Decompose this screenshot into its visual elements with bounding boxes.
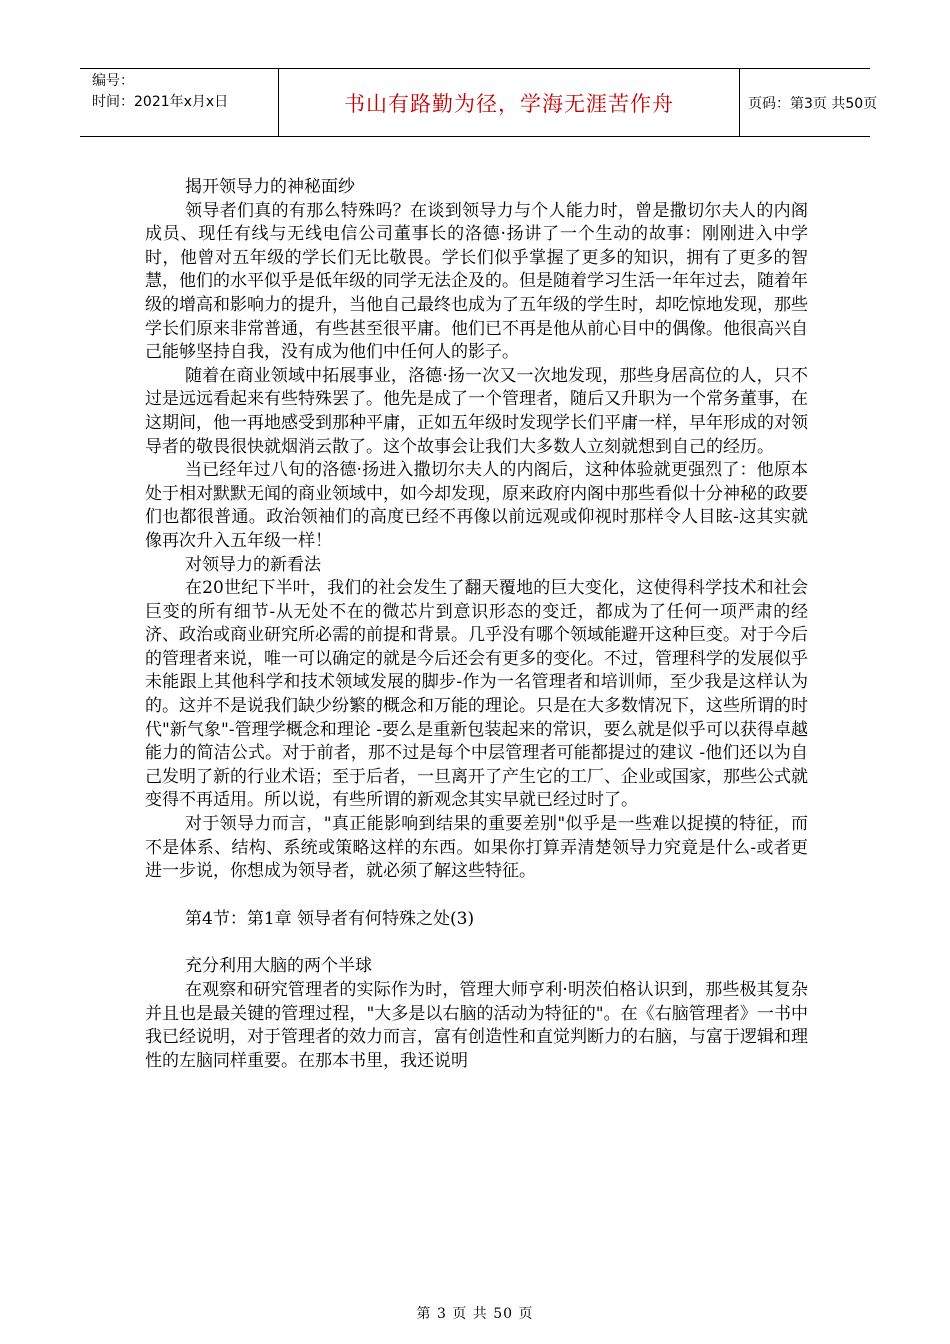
- body-paragraph: 对于领导力而言，"真正能影响到结果的重要差别"似乎是一些难以捉摸的特征，而不是体系、结构、系统或策略这样的东西。如果你打算弄清楚领导力究竟是什么-或者更进一步说，你想成为领导者，就必须了解这些特征。: [145, 814, 808, 882]
- section-heading: 揭开领导力的神秘面纱: [185, 177, 355, 197]
- section-heading: 对领导力的新看法: [185, 554, 321, 575]
- body-paragraph: 在20世纪下半叶，我们的社会发生了翻天覆地的巨大变化，这使得科学技术和社会巨变的所有细节-从无处不在的微芯片到意识形态的变迁，都成为了任何一项严肃的经济、政治或商业研究所必需的前提和背景。几乎没有哪个领域能避开这种巨变。对于今后的管理者来说，唯一可以确定的就是今后还会有更多的变化。不过，管理科学的发展似乎未能跟上其他科学和技术领域发展的脚步-作为一名管理者和培训师，至少我是这样认为的。这并不是说我们缺少纷繁的概念和万能的理论。只是在大多数情况下，这些所谓的时代"新气象"-管理学概念和理论 -要么是重新包装起来的常识，要么就是似乎可以获得卓越能力的简洁公式。对于前者，那不过是每个中层管理者可能都提过的建议 -他们还以为自己发明了新的行业术语；至于后者，一旦离开了产生它的工厂、企业或国家，那些公式就变得不再适用。所以说，有些所谓的新观念其实早就已经过时了。: [145, 578, 808, 811]
- page-header: [80, 68, 878, 137]
- body-paragraph: 领导者们真的有那么特殊吗？在谈到领导力与个人能力时，曾是撒切尔夫人的内阁成员、现任有线与无线电信公司董事长的洛德·扬讲了一个生动的故事：刚刚进入中学时，他曾对五年级的学长们无比敬畏。学长们似乎掌握了更多的知识，拥有了更多的智慧，他们的水平似乎是低年级的同学无法企及的。但是随着学习生活一年年过去，随着年级的增高和影响力的提升，当他自己最终也成为了五年级的学生时，却吃惊地发现，那些学长们原来非常普通，有些甚至很平庸。他们已不再是他从前心目中的偶像。他很高兴自己能够坚持自我，没有成为他们中任何人的影子。: [145, 200, 808, 363]
- body-paragraph: 当已经年过八旬的洛德·扬进入撒切尔夫人的内阁后，这种体验就更强烈了：他原本处于相对默默无闻的商业领域中，如今却发现，原来政府内阁中那些看似十分神秘的政要们也都很普通。政治领袖们的高度已经不再像以前远观或仰视时那样令人目眩-这其实就像再次升入五年级一样！: [145, 460, 808, 551]
- body-paragraph: 在观察和研究管理者的实际作为时，管理大师亨利·明茨伯格认识到，那些极其复杂并且也是最关键的管理过程，"大多是以右脑的活动为特征的"。在《右脑管理者》一书中我已经说明，对于管理者的效力而言，富有创造性和直觉判断力的右脑，与富于逻辑和理性的左脑同样重要。在那本书里，我还说明: [145, 980, 808, 1071]
- document-body: [145, 176, 808, 1073]
- code-label: 编号：: [92, 73, 134, 89]
- header-motto: 书山有路勤为径，学海无涯苦作舟: [279, 69, 740, 136]
- body-paragraph: 随着在商业领域中拓展事业，洛德·扬一次又一次地发现，那些身居高位的人，只不过是远远看起来有些特殊罢了。他先是成了一个管理者，随后又升职为一个常务董事，在这期间，他一再地感受到那种平庸，正如五年级时发现学长们平庸一样，早年形成的对领导者的敬畏很快就烟消云散了。这个故事会让我们大多数人立刻就想到自己的经历。: [145, 365, 808, 457]
- chapter-heading: 第4节：第1章 领导者有何特殊之处(3): [185, 908, 475, 929]
- header-meta: [80, 69, 279, 136]
- section-heading: 充分利用大脑的两个半球: [185, 956, 372, 977]
- date-label: 时间：2021年x月x日: [92, 94, 229, 110]
- header-page-info: 页码：第3页 共50页: [748, 95, 878, 112]
- page-footer: 第 3 页 共 50 页: [416, 1306, 534, 1322]
